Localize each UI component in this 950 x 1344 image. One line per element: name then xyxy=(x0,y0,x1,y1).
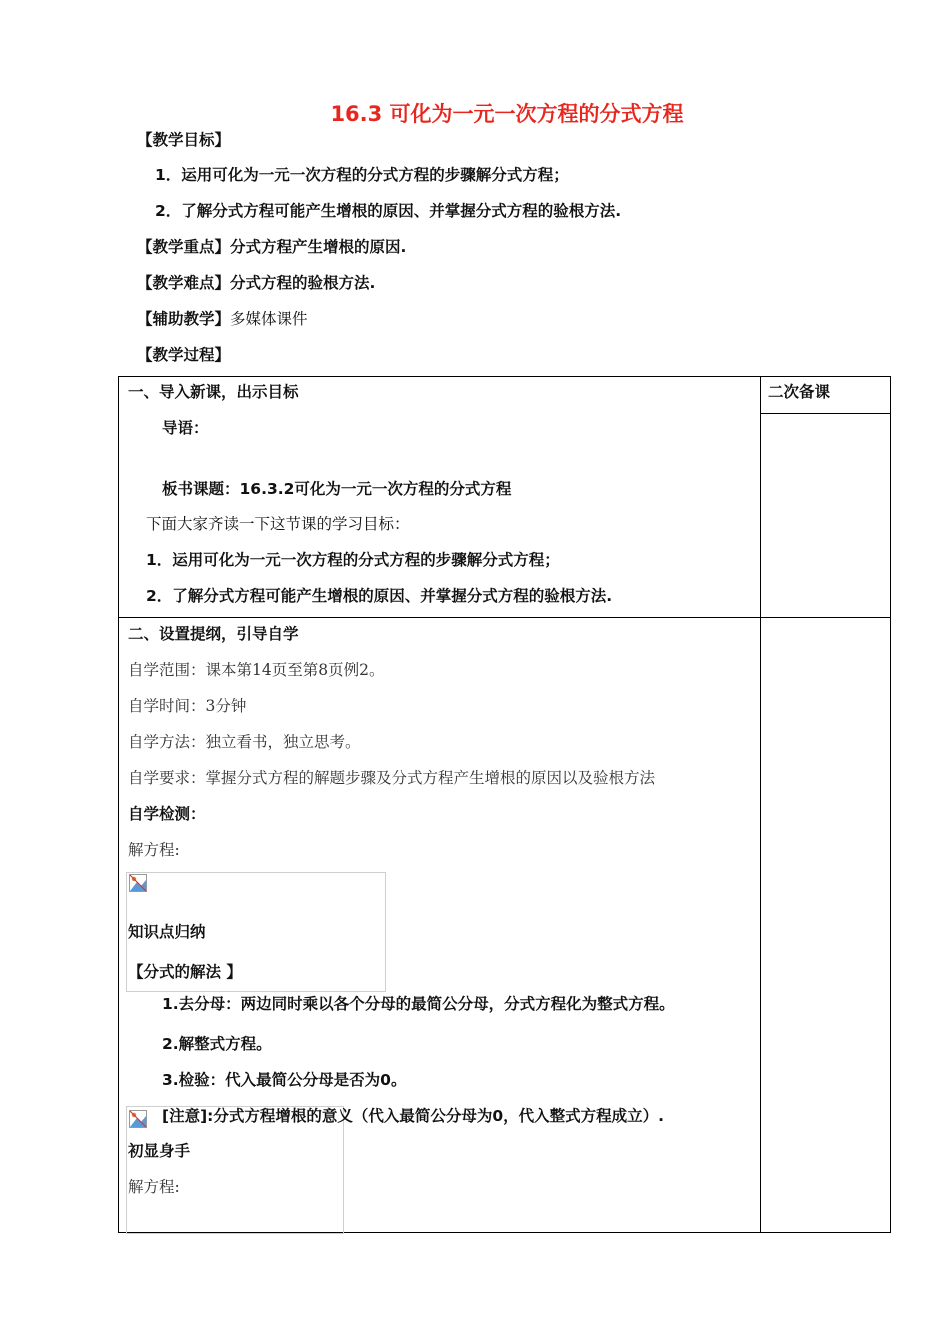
section1-heading: 一、导入新课，出示目标 xyxy=(128,383,299,401)
key-point-text: 分式方程产生增根的原因. xyxy=(230,238,407,256)
difficulty-text: 分式方程的验根方法. xyxy=(230,274,376,292)
section1-goal-2: 2．了解分式方程可能产生增根的原因、并掌握分式方程的验根方法. xyxy=(146,587,613,605)
solution-step-1: 1.去分母：两边同时乘以各个分母的最简公分母，分式方程化为整式方程。 xyxy=(162,995,675,1013)
self-check-label: 自学检测： xyxy=(128,805,206,823)
knowledge-summary-label: 知识点归纳 xyxy=(128,923,206,941)
side-header: 二次备课 xyxy=(768,383,831,401)
solution-method-label: 【分式的解法 】 xyxy=(128,963,242,981)
objectives-label: 【教学目标】 xyxy=(137,131,231,149)
self-study-scope: 自学范围：课本第14页至第8页例2。 xyxy=(128,661,385,679)
table-border-right xyxy=(890,376,891,1233)
aids-text: 多媒体课件 xyxy=(230,310,308,328)
solve-equation-label-1: 解方程: xyxy=(128,841,180,859)
section2-heading: 二、设置提纲，引导自学 xyxy=(128,625,299,643)
difficulty-row xyxy=(137,271,375,293)
table-border-top xyxy=(118,376,891,377)
section1-goal-1: 1．运用可化为一元一次方程的分式方程的步骤解分式方程； xyxy=(146,551,560,569)
table-row-divider xyxy=(118,617,891,618)
page-title: 16.3 可化为一元一次方程的分式方程 xyxy=(330,102,684,126)
try-label: 初显身手 xyxy=(128,1142,191,1160)
section1-intro: 导语： xyxy=(162,419,209,437)
difficulty-label: 【教学难点】 xyxy=(137,274,231,292)
self-study-time: 自学时间：3分钟 xyxy=(128,697,247,715)
process-label: 【教学过程】 xyxy=(137,346,231,364)
solve-equation-label-2: 解方程: xyxy=(128,1178,180,1196)
broken-image-icon xyxy=(129,874,147,892)
note-text: [注意]:分式方程增根的意义（代入最简公分母为0，代入整式方程成立）. xyxy=(162,1107,665,1125)
objective-item-2: 2．了解分式方程可能产生增根的原因、并掌握分式方程的验根方法. xyxy=(155,202,622,220)
aids-label: 【辅助教学】 xyxy=(137,310,231,328)
section1-board: 板书课题：16.3.2可化为一元一次方程的分式方程 xyxy=(162,480,512,498)
self-study-method: 自学方法：独立看书，独立思考。 xyxy=(128,733,361,751)
aids-row xyxy=(137,307,308,329)
side-header-divider xyxy=(760,413,891,414)
solution-step-2: 2.解整式方程。 xyxy=(162,1035,272,1053)
objective-item-1: 1．运用可化为一元一次方程的分式方程的步骤解分式方程； xyxy=(155,166,569,184)
key-point-label: 【教学重点】 xyxy=(137,238,231,256)
section1-read: 下面大家齐读一下这节课的学习目标： xyxy=(146,515,410,533)
table-column-divider xyxy=(760,376,761,1233)
key-point-row xyxy=(137,235,406,257)
table-border-left xyxy=(118,376,119,1233)
self-study-requirement: 自学要求：掌握分式方程的解题步骤及分式方程产生增根的原因以及验根方法 xyxy=(128,769,656,787)
broken-image-icon xyxy=(129,1110,147,1128)
solution-step-3: 3.检验：代入最简公分母是否为0。 xyxy=(162,1071,407,1089)
